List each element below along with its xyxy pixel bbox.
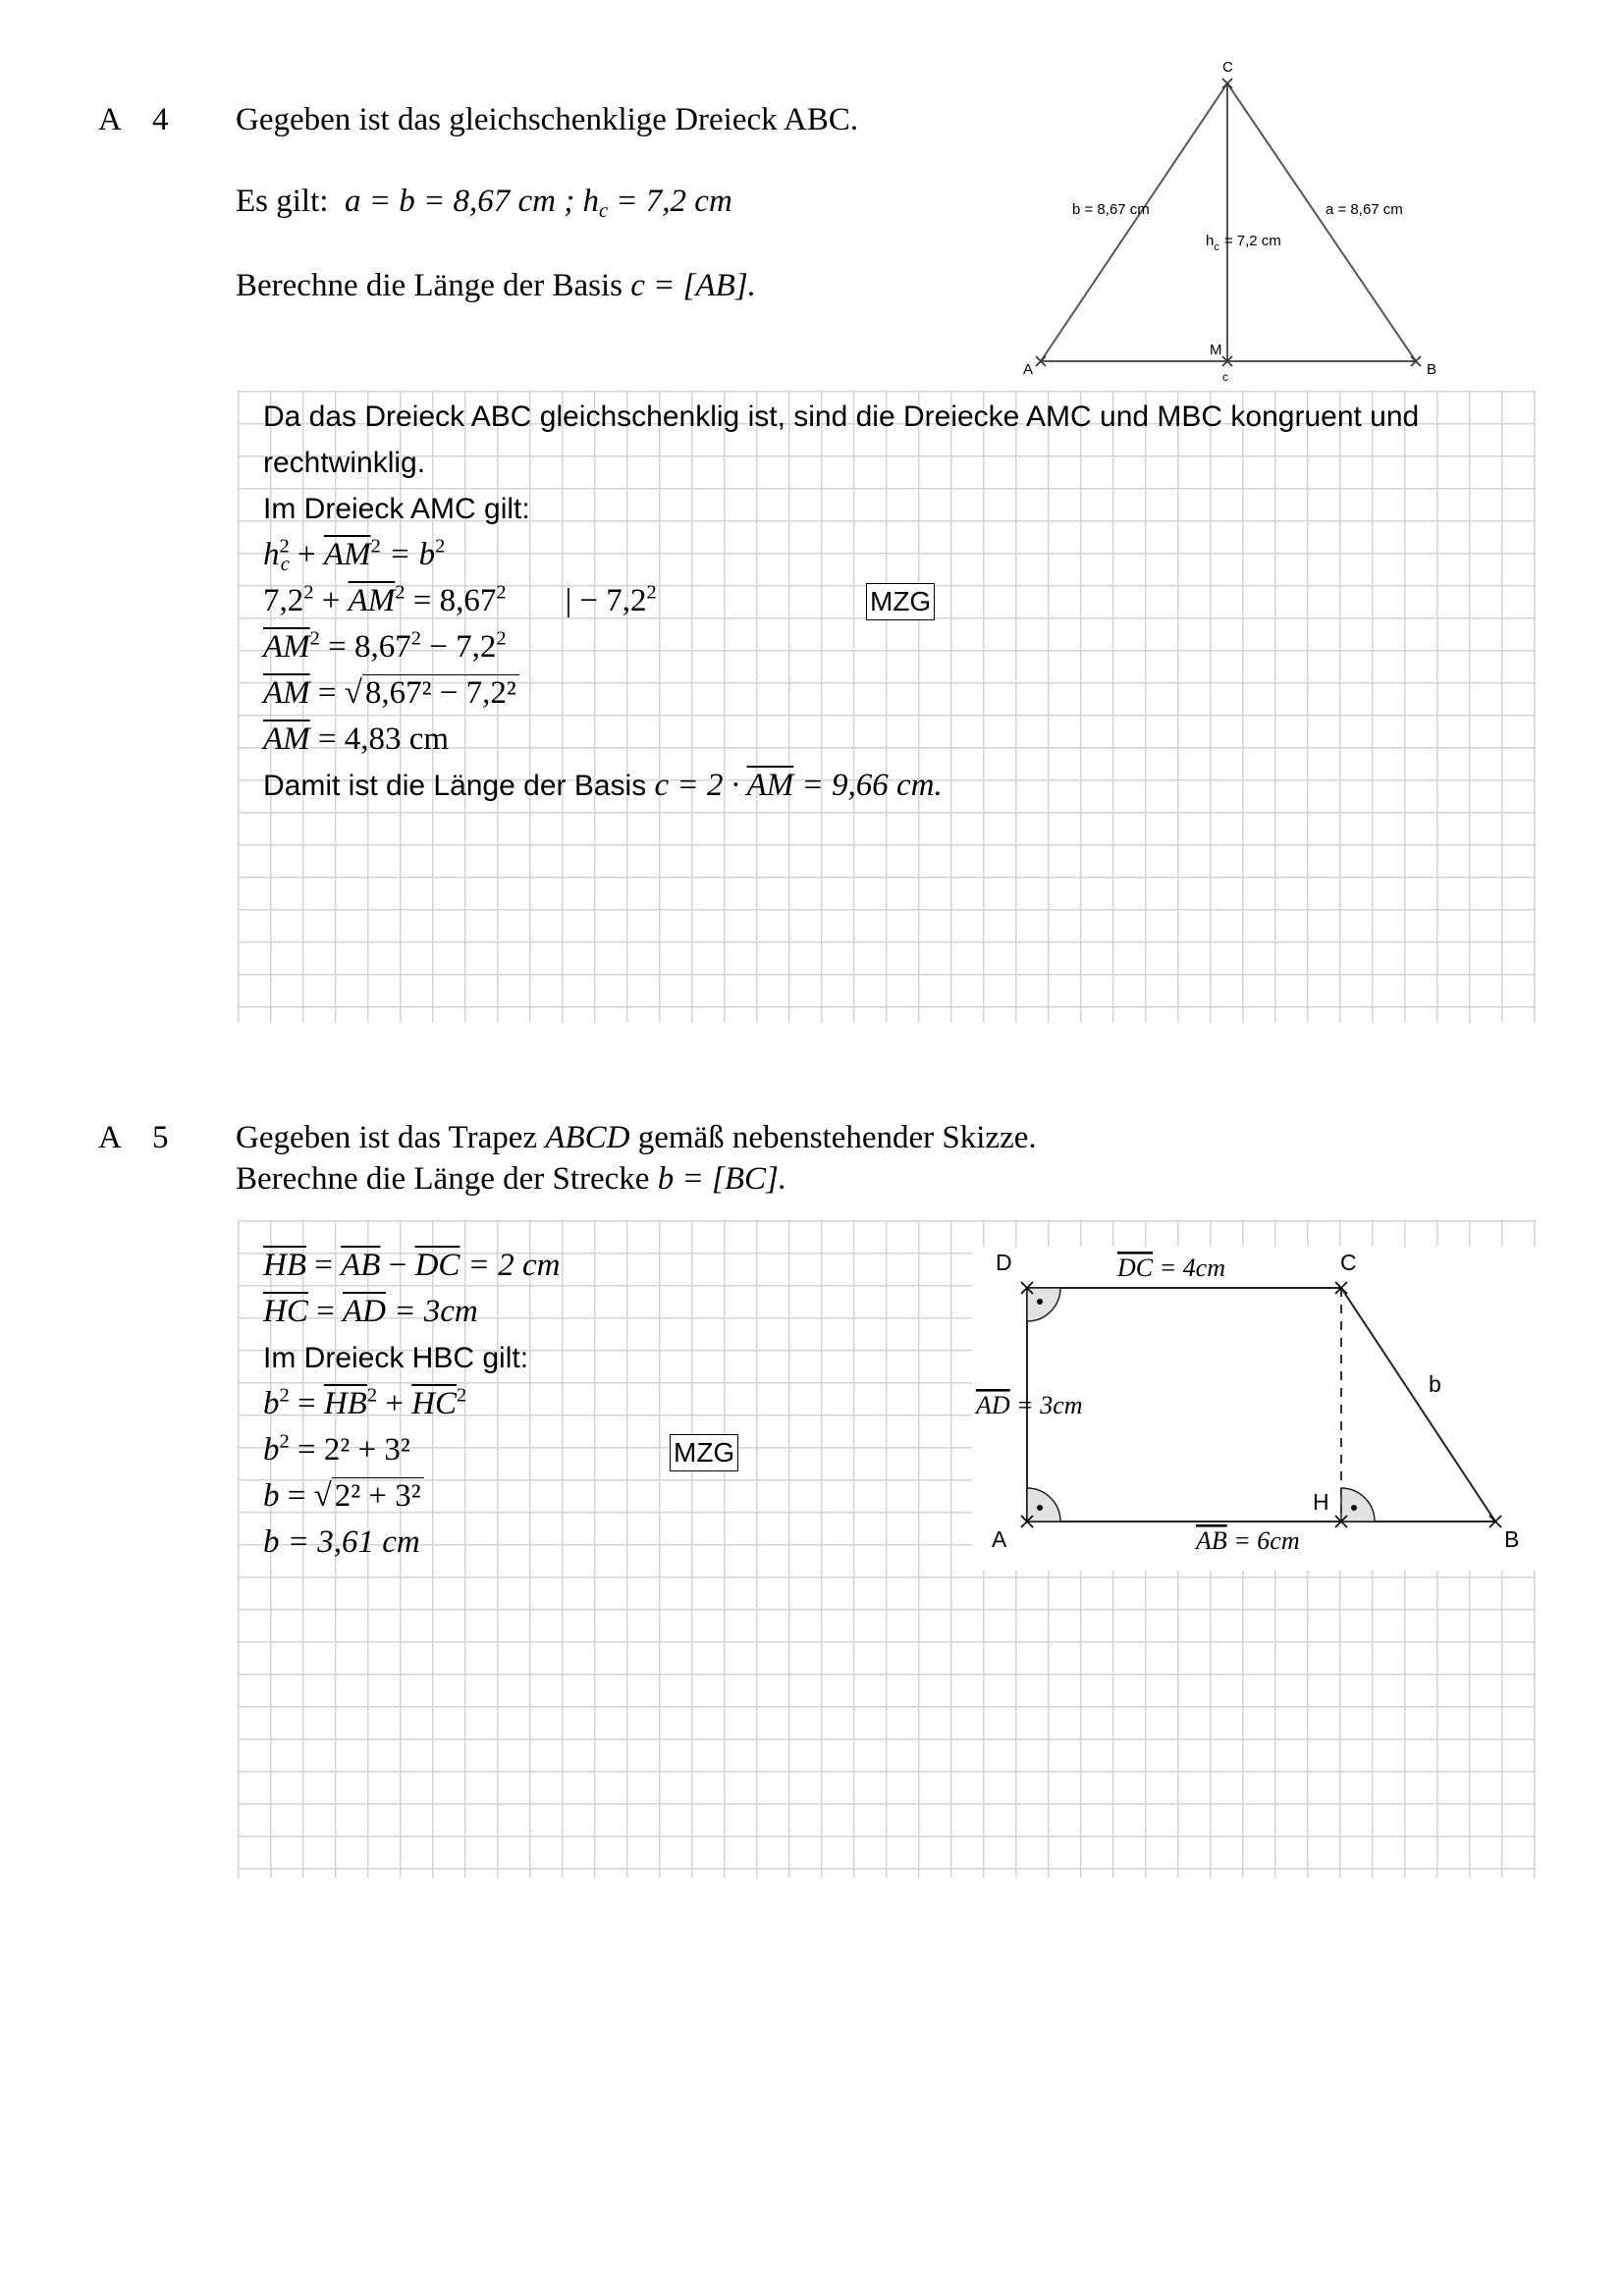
trapezoid-vertex-c: C xyxy=(1340,1250,1357,1275)
eq1-rest: = b xyxy=(380,537,436,572)
eq2-lhs: 7,2 xyxy=(263,583,304,618)
t5-eq2-hc: $\overline{HC}$ xyxy=(263,1294,308,1329)
task4-label-number: 4 xyxy=(152,102,169,137)
task4-given-rest: = 7,2 cm xyxy=(608,184,732,219)
t5-equation-7 xyxy=(263,1520,560,1566)
trapezoid-vertex-b: B xyxy=(1504,1526,1520,1552)
eq2-rhs: = 8,67 xyxy=(405,583,497,618)
height-sub: c xyxy=(1214,241,1219,253)
t5-eq4-hc: $\overline{HC}$ xyxy=(411,1386,458,1421)
label-ad-name: AD xyxy=(976,1391,1010,1419)
eq2-am: $\overline{AM}$ xyxy=(348,583,396,618)
solution-line-1: Da das Dreieck ABC gleichschenklig ist, sind die Dreiecke AMC und MBC kongruent und xyxy=(263,400,1420,433)
t5-eq5-rhs: = 2² + 3² xyxy=(297,1432,410,1468)
t5-eq4-lhs: b xyxy=(263,1386,280,1421)
label-ab xyxy=(1194,1526,1300,1555)
triangle-base-c-label: c xyxy=(1222,370,1228,384)
t5-eq7-rhs: = 3,61 cm xyxy=(279,1524,420,1560)
equation-3: $\overline{AM}^2 = 8,67^2 - 7,2^2$ xyxy=(263,627,507,665)
t5-eq4-hb: $\overline{HB}$ xyxy=(323,1386,367,1421)
t5-equation-2: $\overline{HC} = \overline{AD} = 3cm$ xyxy=(263,1294,478,1329)
task5-intro-a: Gegeben ist das Trapez xyxy=(236,1120,546,1155)
t5-eq1-ab: $\overline{AB}$ xyxy=(341,1248,381,1283)
task4-label-a: A xyxy=(98,102,122,137)
eq2-operation: | − 7,2 xyxy=(565,583,647,618)
triangle-vertex-b: B xyxy=(1427,361,1437,378)
task4-given-prefix: Es gilt: xyxy=(236,184,329,219)
final-math-b: = 9,66 cm. xyxy=(793,768,943,803)
task4-given-formula: a = b = 8,67 cm ; h xyxy=(344,184,599,219)
t5-eq1-rhs: = 2 cm xyxy=(460,1248,561,1283)
triangle-side-b-label: b = 8,67 cm xyxy=(1072,201,1150,218)
triangle-side-a-label: a = 8,67 cm xyxy=(1326,201,1403,218)
t5-equation-5: $b^2 = 2^2 + 3^2$ xyxy=(263,1430,410,1468)
height-h: h xyxy=(1206,233,1215,249)
triangle-vertex-a: A xyxy=(1023,361,1034,378)
task4-given-sub: c xyxy=(598,200,609,223)
task5-question-m: b = [BC]. xyxy=(657,1161,787,1197)
trapezoid-figure xyxy=(972,1247,1542,1571)
task4-intro: Gegeben ist das gleichschenklige Dreieck ABC. xyxy=(236,102,859,137)
task5-question-a: Berechne die Länge der Strecke xyxy=(236,1161,658,1197)
label-ad xyxy=(974,1391,1083,1419)
task4-question-prefix: Berechne die Länge der Basis xyxy=(236,268,631,303)
task4-solution xyxy=(263,394,1419,809)
task4-question-formula: c = [AB]. xyxy=(630,268,756,303)
eq4-am: $\overline{AM}$ xyxy=(263,675,310,711)
task5-label-a: A xyxy=(98,1120,122,1155)
label-dc xyxy=(1116,1254,1225,1282)
trapezoid-side-b: b xyxy=(1429,1371,1441,1397)
trapezoid-point-h: H xyxy=(1313,1489,1329,1515)
eq1-exp: 2 xyxy=(279,535,290,558)
eq1-sub: c xyxy=(280,554,290,576)
triangle-point-m: M xyxy=(1210,342,1222,358)
eq4-root: 8,67² − 7,2² xyxy=(362,674,519,711)
label-dc-name: DC xyxy=(1117,1254,1154,1282)
task5-intro xyxy=(236,1117,1037,1158)
t5-eq2-rhs: = 3cm xyxy=(385,1294,478,1329)
task5-solution xyxy=(263,1243,560,1566)
t5-eq2-ad: $\overline{AD}$ xyxy=(342,1294,386,1329)
mzg-badge-task5: MZG xyxy=(670,1434,738,1471)
final-math-a: c = 2 · xyxy=(654,768,747,803)
final-am: $\overline{AM}$ xyxy=(746,768,794,803)
t5-eq1-dc: $\overline{DC}$ xyxy=(414,1248,460,1283)
t5-solution-line-3: Im Dreieck HBC gilt: xyxy=(263,1342,529,1374)
trapezoid-vertex-a: A xyxy=(992,1526,1007,1552)
task4-given xyxy=(236,181,732,222)
t5-eq1-hb: $\overline{HB}$ xyxy=(263,1248,306,1283)
eq1-am: $\overline{AM}$ xyxy=(323,537,371,572)
t5-equation-4: $b^2 = \overline{HB}^2 + \overline{HC}^2$ xyxy=(263,1384,467,1421)
task5-intro-b: gemäß nebenstehender Skizze. xyxy=(629,1120,1037,1155)
eq5-am: $\overline{AM}$ xyxy=(263,721,310,757)
task5-intro-m: ABCD xyxy=(545,1120,630,1155)
equation-2: $7,2^2 + \overline{AM}^2 = 8,67^2$ | − $7,2^2$ xyxy=(263,581,657,618)
eq3-am: $\overline{AM}$ xyxy=(263,629,310,665)
equation-1: $h^2_c + \overline{AM}^2 = b^2$ xyxy=(263,535,446,576)
label-ad-value: = 3cm xyxy=(1009,1391,1083,1419)
label-ab-name: AB xyxy=(1196,1526,1227,1555)
solution-final xyxy=(263,763,1419,809)
equation-4: $\overline{AM} = √8,67^2 - 7,2^2$ xyxy=(263,670,1419,717)
task5-label-number: 5 xyxy=(152,1120,169,1155)
isosceles-triangle-figure xyxy=(1021,54,1453,388)
t5-eq6-lhs: b xyxy=(263,1478,280,1514)
t5-equation-6: b = √2² + 3² xyxy=(263,1473,560,1520)
t5-eq6-root: 2² + 3² xyxy=(332,1477,424,1514)
triangle-vertex-c: C xyxy=(1222,59,1233,76)
final-text: Damit ist die Länge der Basis xyxy=(263,770,655,802)
t5-equation-1: $\overline{HB} = \overline{AB} - \overline{DC} = 2$ cm xyxy=(263,1248,561,1283)
trapezoid-vertex-d: D xyxy=(996,1250,1012,1275)
label-dc-value: = 4cm xyxy=(1153,1254,1225,1282)
eq3-rhs: = 8,67 xyxy=(319,629,411,665)
solution-line-2: rechtwinklig. xyxy=(263,447,426,479)
t5-eq5-lhs: b xyxy=(263,1432,280,1468)
triangle-height-label xyxy=(1206,233,1281,253)
task4-question xyxy=(236,265,756,306)
eq1-plus: + xyxy=(289,537,324,572)
task5-question xyxy=(236,1158,786,1200)
equation-5 xyxy=(263,717,1419,763)
mzg-badge-task4: MZG xyxy=(866,583,935,620)
height-rest: = 7,2 cm xyxy=(1223,233,1281,249)
solution-line-3: Im Dreieck AMC gilt: xyxy=(263,493,530,525)
eq3-minus: − 7,2 xyxy=(420,629,497,665)
t5-eq7-lhs: b xyxy=(263,1524,280,1560)
label-ab-value: = 6cm xyxy=(1226,1526,1300,1555)
eq5-rhs: = 4,83 cm xyxy=(309,721,450,757)
eq1-h: h xyxy=(263,537,280,572)
